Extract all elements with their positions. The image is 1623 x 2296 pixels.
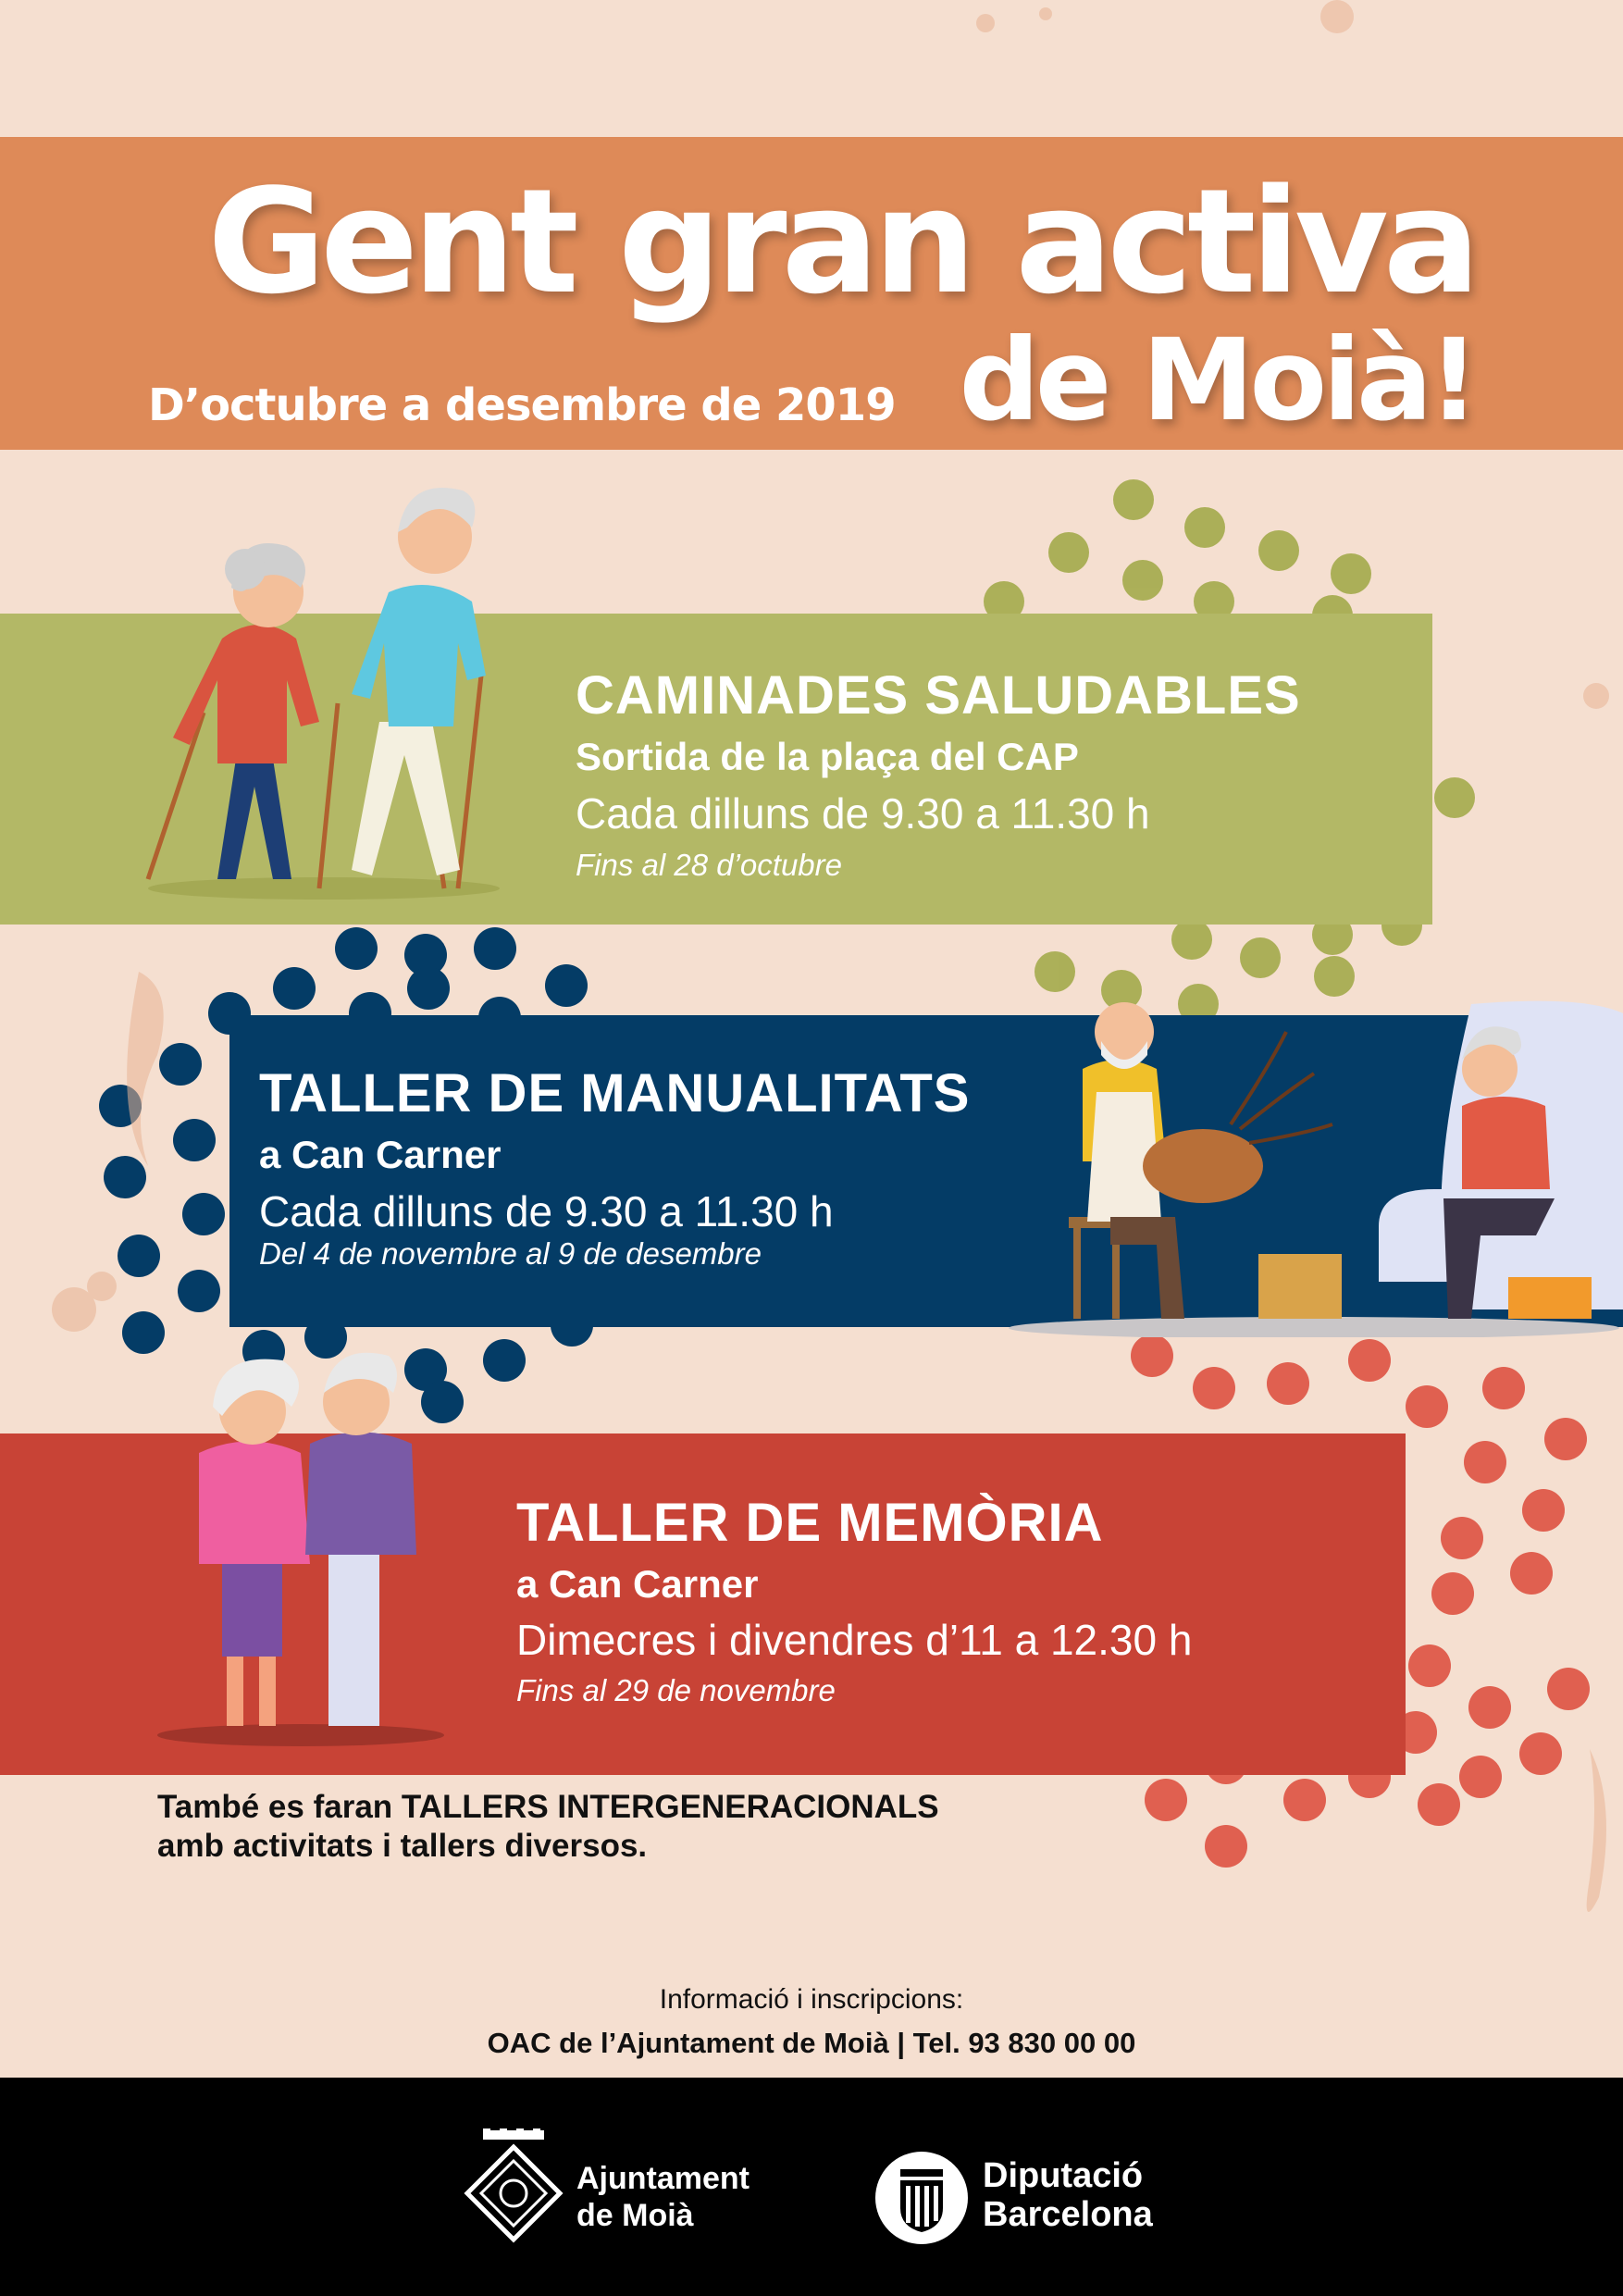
activity-note: Fins al 28 d’octubre — [576, 848, 842, 882]
activity-note: Del 4 de novembre al 9 de desembre — [259, 1236, 762, 1271]
logo-ajuntament-line1: Ajuntament — [576, 2161, 750, 2196]
activity-schedule: Cada dilluns de 9.30 a 11.30 h — [576, 789, 1150, 838]
activity-schedule: Dimecres i divendres d’11 a 12.30 h — [516, 1616, 1193, 1664]
activity-title: TALLER DE MEMÒRIA — [516, 1493, 1104, 1553]
logo-ajuntament-line2: de Moià — [576, 2198, 694, 2233]
extra-line-1: També es faran TALLERS INTERGENERACIONALS — [157, 1789, 939, 1825]
info-label: Informació i inscripcions: — [659, 1984, 964, 2015]
footer — [0, 2078, 1623, 2296]
craft-seniors-illustration — [1009, 967, 1623, 1337]
activity-title: CAMINADES SALUDABLES — [576, 665, 1301, 726]
logo-diputacio-line1: Diputació — [983, 2156, 1144, 2195]
extra-notice — [157, 1788, 939, 1866]
activity-note: Fins al 29 de novembre — [516, 1673, 836, 1707]
page-subtitle: de Moià! — [959, 315, 1475, 446]
page-title: Gent gran activa — [207, 157, 1475, 326]
activity-schedule: Cada dilluns de 9.30 a 11.30 h — [259, 1187, 834, 1235]
ajuntament-shield-icon — [463, 2128, 564, 2249]
extra-line-2: amb activitats i tallers diversos. — [157, 1828, 648, 1864]
date-range: D’octubre a desembre de 2019 — [148, 379, 896, 431]
logo-ajuntament-text — [576, 2160, 750, 2234]
activity-place: a Can Carner — [516, 1562, 759, 1606]
activity-place: a Can Carner — [259, 1133, 502, 1176]
logo-diputacio-text — [983, 2156, 1153, 2234]
logo-diputacio-line2: Barcelona — [983, 2195, 1153, 2234]
walking-seniors-illustration — [139, 481, 555, 907]
diputacio-shield-icon — [873, 2149, 971, 2247]
activity-title: TALLER DE MANUALITATS — [259, 1063, 971, 1123]
info-contact: OAC de l’Ajuntament de Moià | Tel. 93 830 00 00 — [487, 2027, 1136, 2059]
activity-place: Sortida de la plaça del CAP — [576, 735, 1079, 778]
hugging-seniors-illustration — [153, 1333, 467, 1749]
